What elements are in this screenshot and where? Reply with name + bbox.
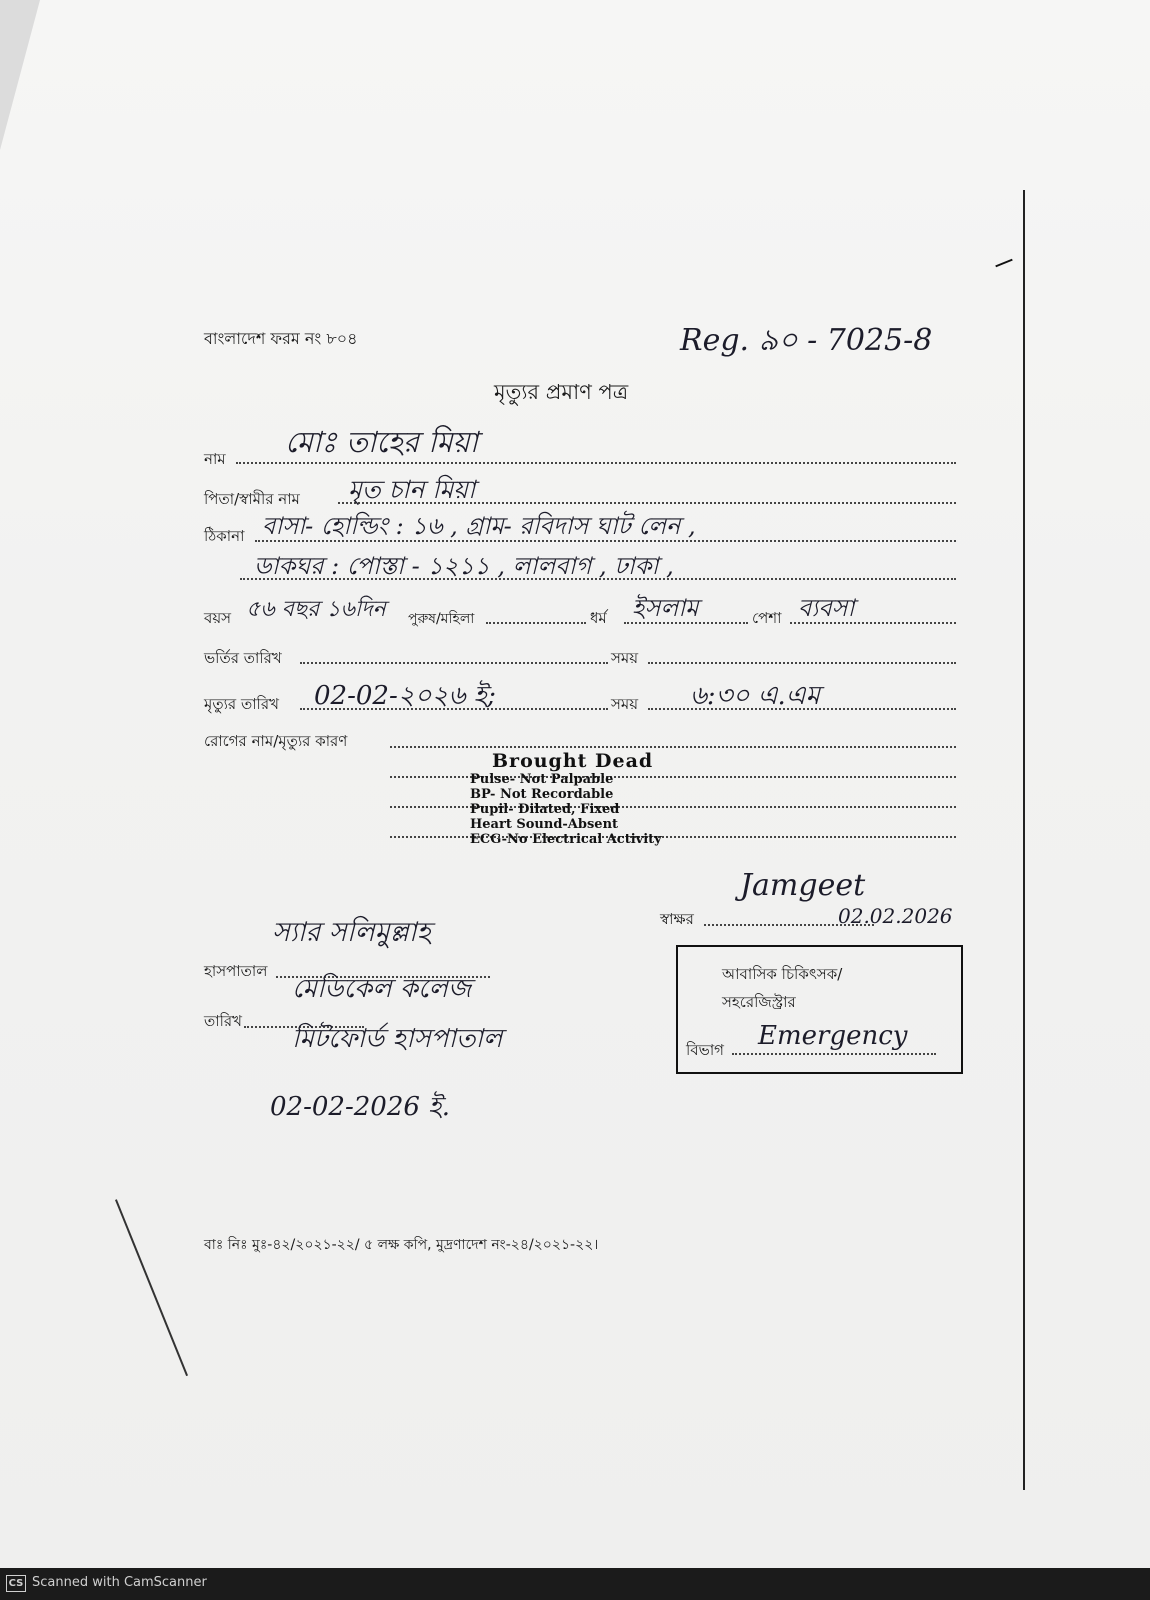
death-date-label: মৃত্যুর তারিখ: [204, 695, 279, 713]
department-label: বিভাগ: [686, 1041, 724, 1059]
sex-line: [486, 622, 586, 624]
hospital-date: 02-02-2026 ই.: [270, 1092, 450, 1122]
admission-date-label: ভর্তির তারিখ: [204, 649, 282, 667]
department-value: Emergency: [758, 1021, 908, 1051]
death-time-value: ৬:৩০ এ.এম: [690, 681, 820, 711]
father-label: পিতা/স্বামীর নাম: [204, 490, 300, 508]
sex-label: পুরুষ/মহিলা: [408, 611, 475, 627]
age-value: ৫৬ বছর ১৬দিন: [246, 597, 386, 622]
admission-date-line: [300, 662, 608, 664]
hospital-label: হাসপাতাল: [204, 962, 268, 980]
death-time-label: সময়: [611, 695, 639, 713]
right-border-line: [1023, 190, 1025, 1490]
signature-mark: Jamgeet: [740, 868, 866, 903]
stamp-item: ECG-No Electrical Activity: [470, 832, 662, 847]
age-label: বয়স: [204, 609, 232, 627]
print-order-note: বাঃ নিঃ মুঃ-৪২/২০২১-২২/ ৫ লক্ষ কপি, মুদ্রণাদেশ নং-২৪/২০২১-২২।: [204, 1237, 599, 1253]
hospital-value-3: মিটফোর্ড হাসপাতাল: [292, 1024, 503, 1054]
signature-date: 02.02.2026: [838, 904, 953, 928]
stamp-item: BP- Not Recordable: [470, 787, 614, 802]
pen-stray-stroke: [115, 1199, 188, 1376]
stamp-title: Brought Dead: [492, 750, 654, 772]
occupation-label: পেশা: [752, 609, 782, 627]
religion-value: ইসলাম: [632, 594, 699, 622]
stamp-item: Pulse- Not Palpable: [470, 772, 614, 787]
box-title-line-1: আবাসিক চিকিৎসক/: [722, 965, 843, 983]
brought-dead-stamp: [470, 750, 662, 847]
stamp-item: Heart Sound-Absent: [470, 817, 619, 832]
name-label: নাম: [204, 450, 226, 468]
box-title-line-2: সহরেজিস্ট্রার: [722, 993, 796, 1011]
hospital-value-1: স্যার সলিমুল্লাহ: [272, 917, 431, 948]
registration-number: Reg. ৯০ - 7025-8: [680, 323, 933, 358]
father-value: মৃত চান মিয়া: [348, 475, 476, 504]
cause-label: রোগের নাম/মৃত্যুর কারণ: [204, 732, 348, 750]
document-title: মৃত্যুর প্রমাণ পত্র: [494, 380, 629, 404]
death-date-value: 02-02-২০২৬ ই;: [314, 681, 496, 711]
camscanner-logo-icon: CS: [6, 1575, 26, 1592]
admission-time-label: সময়: [611, 649, 639, 667]
date-label: তারিখ: [204, 1012, 242, 1030]
address-value-2: ডাকঘর : পোস্তা - ১২১১ , লালবাগ , ঢাকা ,: [254, 552, 674, 580]
address-value-1: বাসা- হোল্ডিং : ১৬ , গ্রাম- রবিদাস ঘাট লেন ,: [262, 512, 696, 540]
occupation-value: ব্যবসা: [798, 594, 855, 622]
department-line: [732, 1053, 936, 1055]
pen-tick-mark: [995, 259, 1012, 268]
scanner-footer: [0, 1568, 1150, 1600]
scanner-watermark: Scanned with CamScanner: [32, 1575, 207, 1590]
religion-label: ধর্ম: [590, 609, 607, 627]
admission-time-line: [648, 662, 956, 664]
name-value: মোঃ তাহের মিয়া: [285, 425, 479, 459]
address-label: ঠিকানা: [204, 527, 245, 545]
officer-box: [676, 945, 963, 1074]
form-number: বাংলাদেশ ফরম নং ৮০৪: [204, 329, 358, 348]
signature-label: স্বাক্ষর: [660, 910, 694, 928]
folded-corner: [0, 0, 40, 150]
cause-line-1: [390, 746, 956, 748]
hospital-value-2: মেডিকেল কলেজ: [292, 974, 472, 1004]
stamp-item: Pupil- Dilated, Fixed: [470, 802, 620, 817]
